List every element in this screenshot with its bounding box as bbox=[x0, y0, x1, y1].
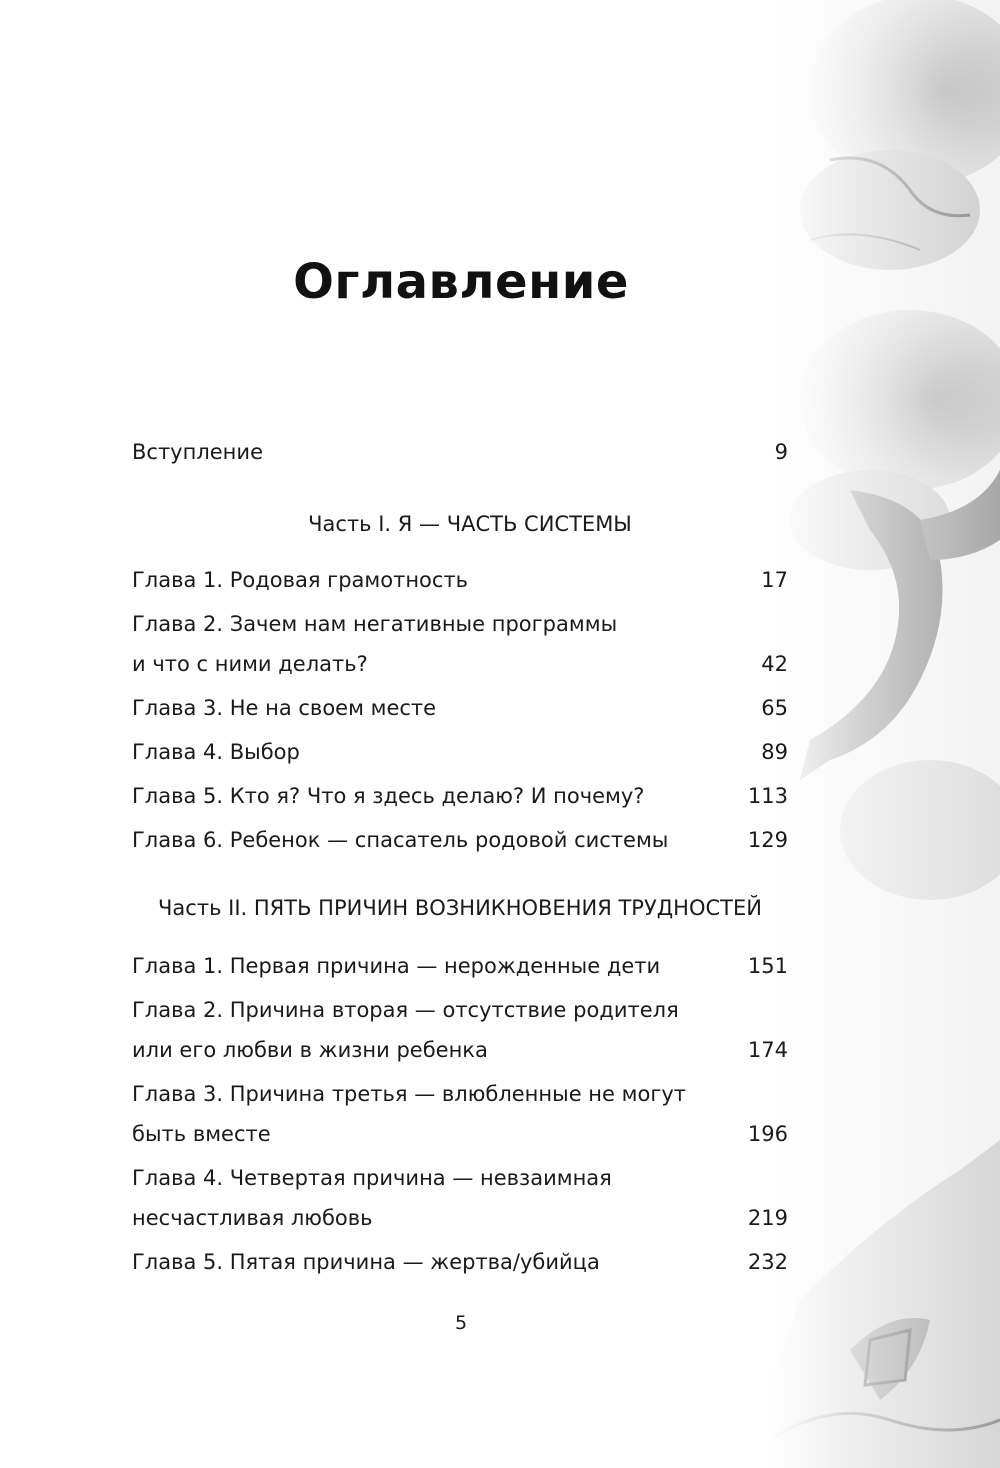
toc-entry bbox=[132, 990, 788, 1070]
toc-entry-page: 113 bbox=[747, 784, 788, 808]
toc-entry-line: или его любви в жизни ребенка bbox=[132, 1038, 488, 1062]
toc-entry-line: Глава 2. Зачем нам негативные программы bbox=[132, 612, 618, 636]
toc-entry-line: Глава 3. Причина третья — влюбленные не могут bbox=[132, 1082, 687, 1106]
toc-entry bbox=[132, 604, 788, 684]
toc-entry bbox=[132, 776, 788, 816]
toc-entry-page: 65 bbox=[761, 696, 788, 720]
toc-entry bbox=[132, 1242, 788, 1282]
toc-entry-label: Вступление bbox=[132, 440, 263, 464]
toc-entry-page: 174 bbox=[747, 1038, 788, 1062]
toc-entry-page: 42 bbox=[761, 652, 788, 676]
toc-entry bbox=[132, 732, 788, 772]
toc-entry-label: Глава 3. Не на своем месте bbox=[132, 696, 437, 720]
toc-entry-label: Глава 1. Родовая грамотность bbox=[132, 568, 469, 592]
toc-part-2-chapters bbox=[132, 946, 788, 1282]
toc-entry bbox=[132, 946, 788, 986]
toc-entry-line: быть вместе bbox=[132, 1122, 271, 1146]
toc-part-1 bbox=[132, 502, 788, 546]
toc-entry-label: Глава 5. Кто я? Что я здесь делаю? И почему? bbox=[132, 784, 645, 808]
toc-entry-label bbox=[132, 604, 761, 684]
toc-entry-label bbox=[132, 990, 748, 1070]
toc-part-1-chapters bbox=[132, 560, 788, 860]
toc-entry-line: Глава 2. Причина вторая — отсутствие родителя bbox=[132, 998, 679, 1022]
toc-entry bbox=[132, 432, 788, 472]
toc-entry-page: 196 bbox=[747, 1122, 788, 1146]
toc-entry-page: 151 bbox=[747, 954, 788, 978]
toc-entry bbox=[132, 560, 788, 600]
toc-entry-line: и что с ними делать? bbox=[132, 652, 368, 676]
toc-entry-label: Глава 6. Ребенок — спасатель родовой системы bbox=[132, 828, 669, 852]
tree-illustration bbox=[770, 0, 1000, 1468]
toc-entry bbox=[132, 688, 788, 728]
toc-intro bbox=[132, 432, 788, 472]
part-title: Часть I. Я — ЧАСТЬ СИСТЕМЫ bbox=[308, 512, 632, 536]
toc-entry bbox=[132, 1074, 788, 1154]
toc-entry-page: 89 bbox=[761, 740, 788, 764]
page-number: 5 bbox=[454, 1312, 468, 1334]
toc-entry bbox=[132, 1158, 788, 1238]
toc-entry-page: 129 bbox=[747, 828, 788, 852]
toc-entry bbox=[132, 820, 788, 860]
toc-entry-label bbox=[132, 1074, 748, 1154]
page-title: Оглавление bbox=[293, 254, 629, 311]
toc-entry-label: Глава 1. Первая причина — нерожденные дети bbox=[132, 954, 661, 978]
toc-entry-page: 232 bbox=[747, 1250, 788, 1274]
toc-entry-label: Глава 5. Пятая причина — жертва/убийца bbox=[132, 1250, 600, 1274]
toc-entry-line: Глава 4. Четвертая причина — невзаимная bbox=[132, 1166, 612, 1190]
toc-part-2 bbox=[132, 886, 788, 930]
toc-entry-page: 219 bbox=[747, 1206, 788, 1230]
toc-entry-label: Глава 4. Выбор bbox=[132, 740, 300, 764]
toc-entry-label bbox=[132, 1158, 748, 1238]
toc-entry-line: несчастливая любовь bbox=[132, 1206, 373, 1230]
toc-entry-page: 17 bbox=[761, 568, 788, 592]
toc-entry-page: 9 bbox=[774, 440, 788, 464]
part-title: Часть II. ПЯТЬ ПРИЧИН ВОЗНИКНОВЕНИЯ ТРУДНОСТЕЙ bbox=[158, 896, 762, 920]
